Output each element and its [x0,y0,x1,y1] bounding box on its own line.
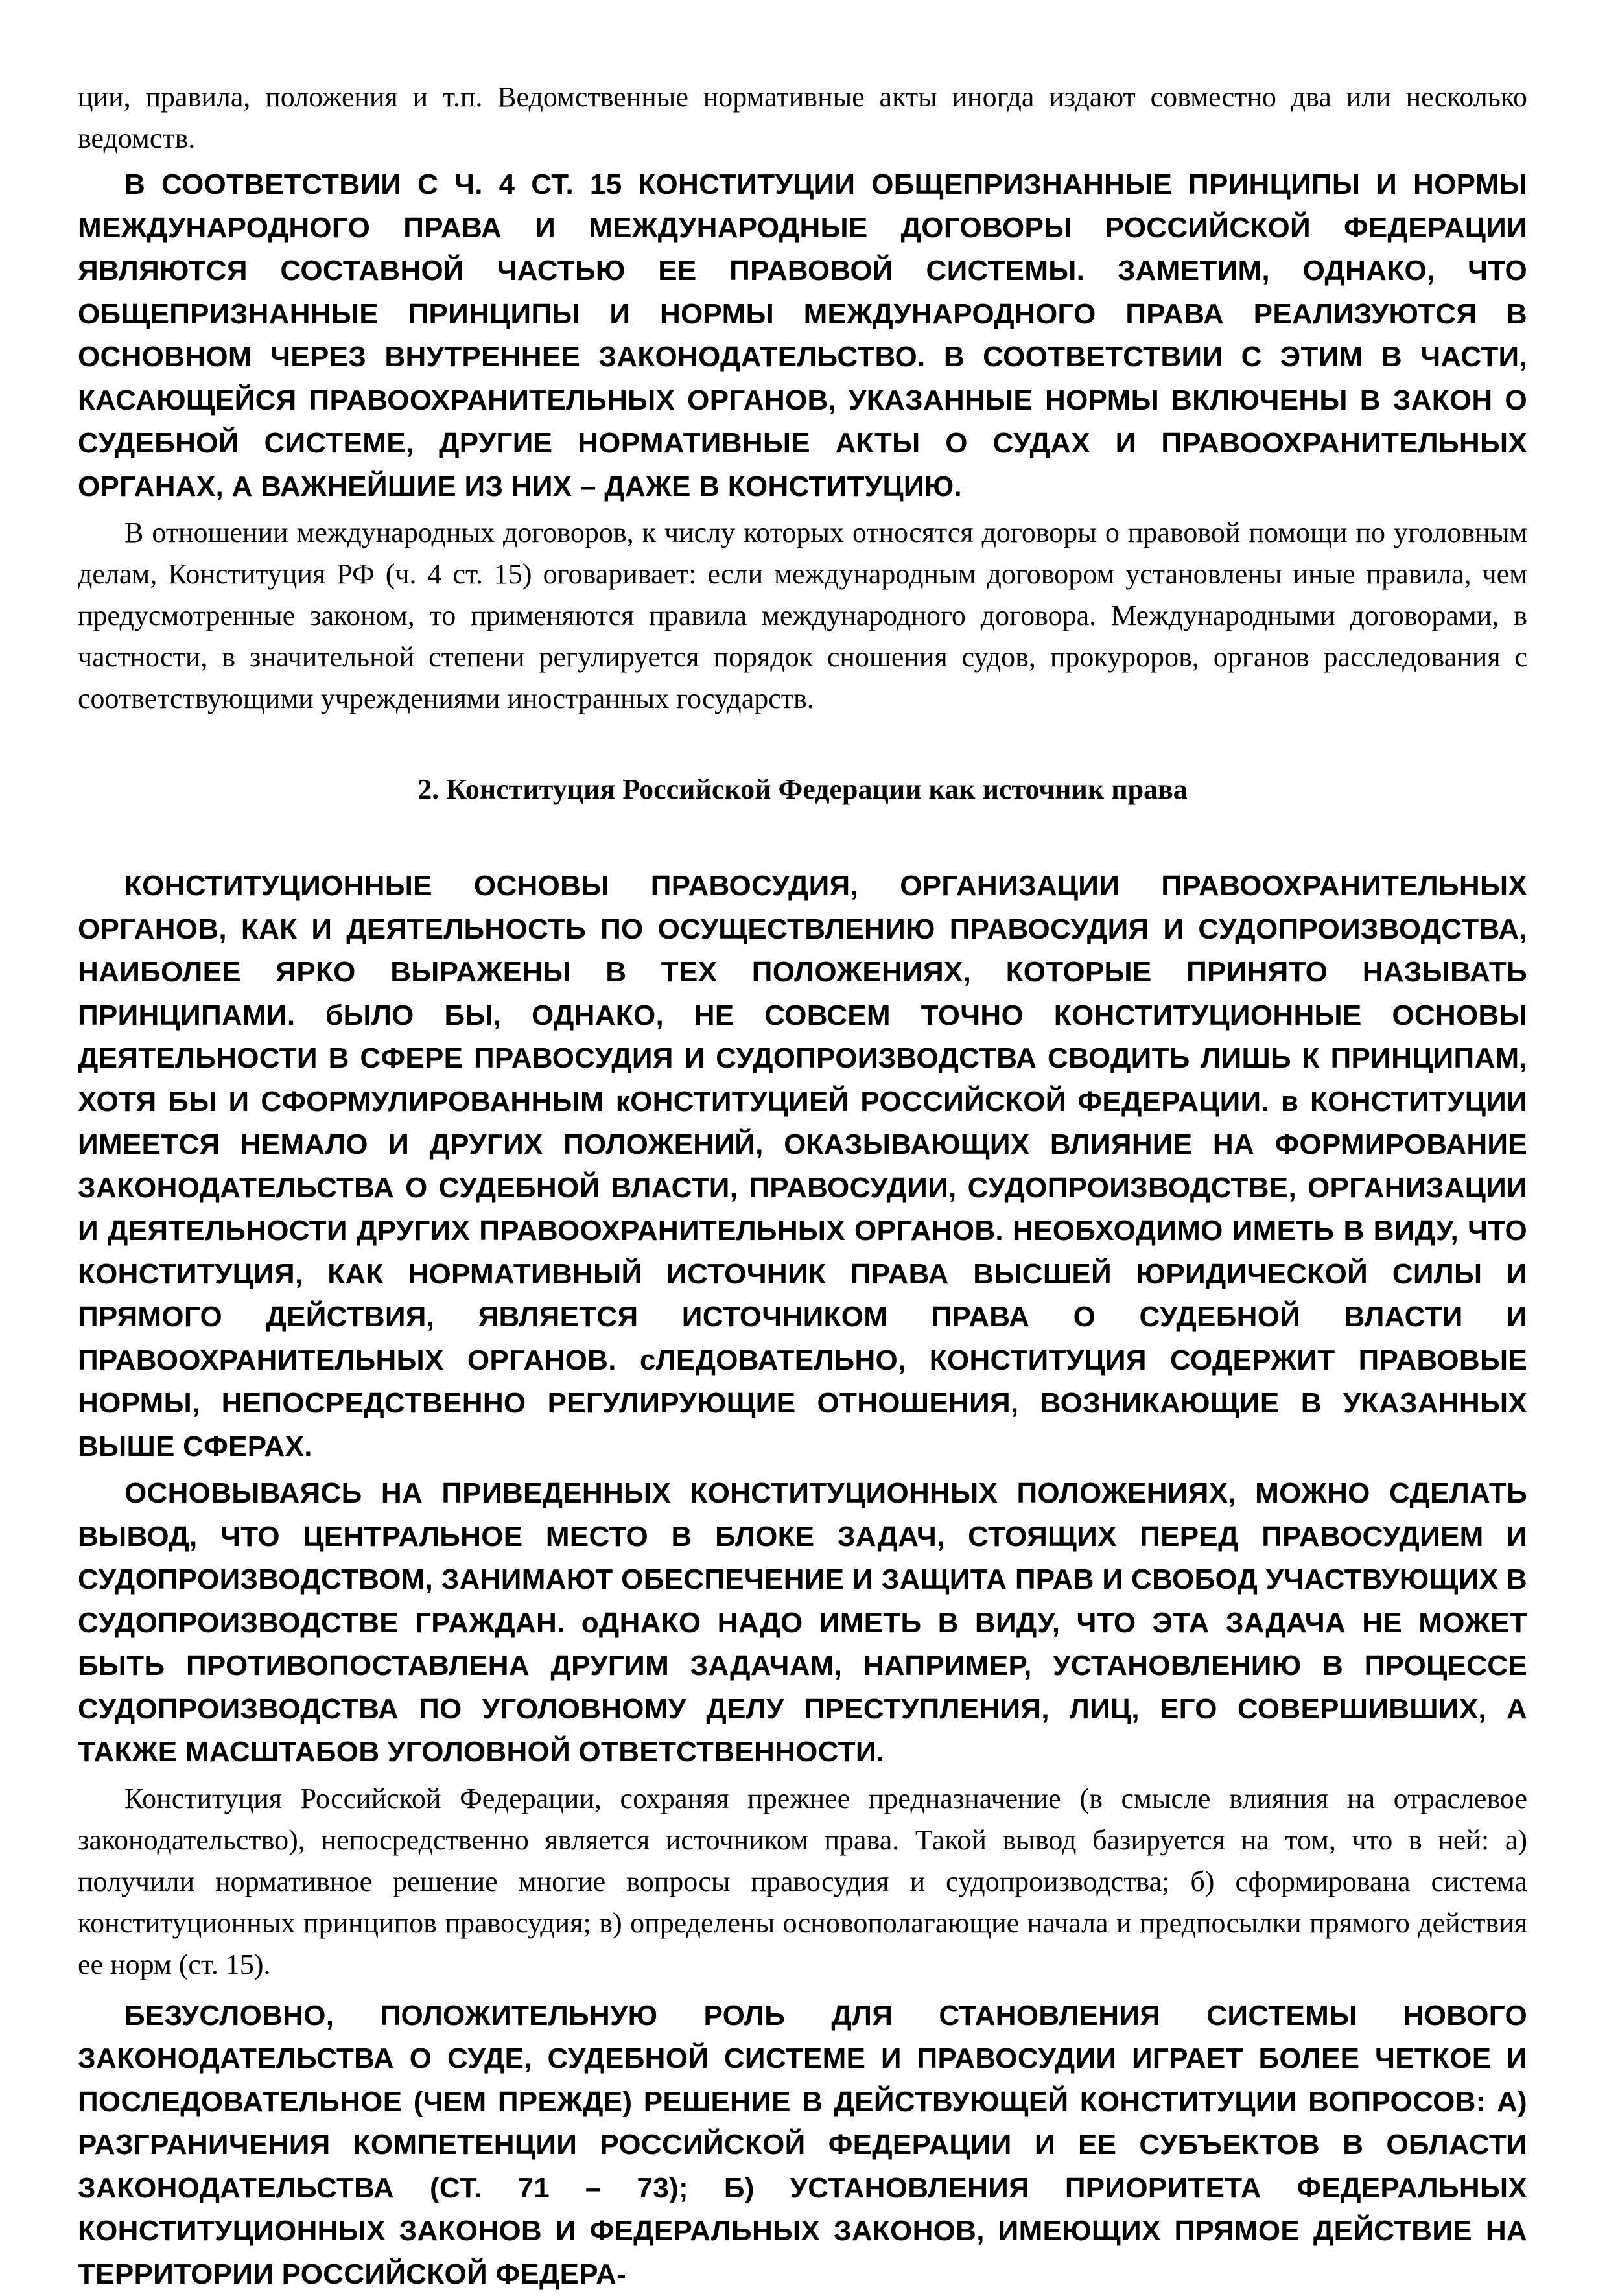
paragraph-constitution-as-source: Конституция Российской Федерации, сохраняя прежнее предназначение (в смысле влияния на отраслевое законодательство), непосредственно является источником права. Такой вывод базируется на том, что в ней: а) получили нормативное решение многие вопросы правосудия и судопроизводства; б) сформирована система конституционных принципов правосудия; в) определены основополагающие начала и предпосылки прямого действия ее норм (ст. 15). [78,1778,1527,1986]
paragraph-continuation: ции, правила, положения и т.п. Ведомственные нормативные акты иногда издают совместно два или несколько ведомств. [78,76,1527,159]
document-page [78,76,1527,2296]
paragraph-international-treaties: В отношении международных договоров, к числу которых относятся договоры о правовой помощи по уголовным делам, Конституция РФ (ч. 4 ст. 15) оговаривает: если международным договором установлены иные правила, чем предусмотренные законом, то применяются правила международного договора. Международными договорами, в частности, в значительной степени регулируется порядок сношения судов, прокуроров, органов расследования с соответствующими учреждениями иностранных государств. [78,512,1527,720]
paragraph-central-task: ОСНОВЫВАЯСЬ НА ПРИВЕДЕННЫХ КОНСТИТУЦИОННЫХ ПОЛОЖЕНИЯХ, МОЖНО СДЕЛАТЬ ВЫВОД, ЧТО ЦЕНТРАЛЬНОЕ МЕСТО В БЛОКЕ ЗАДАЧ, СТОЯЩИХ ПЕРЕД ПРАВОСУДИЕМ И СУДОПРОИЗВОДСТВОМ, ЗАНИМАЮТ ОБЕСПЕЧЕНИЕ И ЗАЩИТА ПРАВ И СВОБОД УЧАСТВУЮЩИХ В СУДОПРОИЗВОДСТВЕ ГРАЖДАН. оДНАКО НАДО ИМЕТЬ В ВИДУ, ЧТО ЭТА ЗАДАЧА НЕ МОЖЕТ БЫТЬ ПРОТИВОПОСТАВЛЕНА ДРУГИМ ЗАДАЧАМ, НАПРИМЕР, УСТАНОВЛЕНИЮ В ПРОЦЕССЕ СУДОПРОИЗВОДСТВА ПО УГОЛОВНОМУ ДЕЛУ ПРЕСТУПЛЕНИЯ, ЛИЦ, ЕГО СОВЕРШИВШИХ, А ТАКЖЕ МАСШТАБОВ УГОЛОВНОЙ ОТВЕТСТВЕННОСТИ. [78,1472,1527,1774]
paragraph-constitution-international-law: В СООТВЕТСТВИИ С Ч. 4 СТ. 15 КОНСТИТУЦИИ ОБЩЕПРИЗНАННЫЕ ПРИНЦИПЫ И НОРМЫ МЕЖДУНАРОДНОГО ПРАВА И МЕЖДУНАРОДНЫЕ ДОГОВОРЫ РОССИЙСКОЙ ФЕДЕРАЦИИ ЯВЛЯЮТСЯ СОСТАВНОЙ ЧАСТЬЮ ЕЕ ПРАВОВОЙ СИСТЕМЫ. ЗАМЕТИМ, ОДНАКО, ЧТО ОБЩЕПРИЗНАННЫЕ ПРИНЦИПЫ И НОРМЫ МЕЖДУНАРОДНОГО ПРАВА РЕАЛИЗУЮТСЯ В ОСНОВНОМ ЧЕРЕЗ ВНУТРЕННЕЕ ЗАКОНОДАТЕЛЬСТВО. В СООТВЕТСТВИИ С ЭТИМ В ЧАСТИ, КАСАЮЩЕЙСЯ ПРАВООХРАНИТЕЛЬНЫХ ОРГАНОВ, УКАЗАННЫЕ НОРМЫ ВКЛЮЧЕНЫ В ЗАКОН О СУДЕБНОЙ СИСТЕМЕ, ДРУГИЕ НОРМАТИВНЫЕ АКТЫ О СУДАХ И ПРАВООХРАНИТЕЛЬНЫХ ОРГАНАХ, А ВАЖНЕЙШИЕ ИЗ НИХ – ДАЖЕ В КОНСТИТУЦИЮ. [78,163,1527,508]
paragraph-constitutional-foundations: КОНСТИТУЦИОННЫЕ ОСНОВЫ ПРАВОСУДИЯ, ОРГАНИЗАЦИИ ПРАВООХРАНИТЕЛЬНЫХ ОРГАНОВ, КАК И ДЕЯТЕЛЬНОСТЬ ПО ОСУЩЕСТВЛЕНИЮ ПРАВОСУДИЯ И СУДОПРОИЗВОДСТВА, НАИБОЛЕЕ ЯРКО ВЫРАЖЕНЫ В ТЕХ ПОЛОЖЕНИЯХ, КОТОРЫЕ ПРИНЯТО НАЗЫВАТЬ ПРИНЦИПАМИ. бЫЛО БЫ, ОДНАКО, НЕ СОВСЕМ ТОЧНО КОНСТИТУЦИОННЫЕ ОСНОВЫ ДЕЯТЕЛЬНОСТИ В СФЕРЕ ПРАВОСУДИЯ И СУДОПРОИЗВОДСТВА СВОДИТЬ ЛИШЬ К ПРИНЦИПАМ, ХОТЯ БЫ И СФОРМУЛИРОВАННЫМ кОНСТИТУЦИЕЙ РОССИЙСКОЙ ФЕДЕРАЦИИ. в КОНСТИТУЦИИ ИМЕЕТСЯ НЕМАЛО И ДРУГИХ ПОЛОЖЕНИЙ, ОКАЗЫВАЮЩИХ ВЛИЯНИЕ НА ФОРМИРОВАНИЕ ЗАКОНОДАТЕЛЬСТВА О СУДЕБНОЙ ВЛАСТИ, ПРАВОСУДИИ, СУДОПРОИЗВОДСТВЕ, ОРГАНИЗАЦИИ И ДЕЯТЕЛЬНОСТИ ДРУГИХ ПРАВООХРАНИТЕЛЬНЫХ ОРГАНОВ. НЕОБХОДИМО ИМЕТЬ В ВИДУ, ЧТО КОНСТИТУЦИЯ, КАК НОРМАТИВНЫЙ ИСТОЧНИК ПРАВА ВЫСШЕЙ ЮРИДИЧЕСКОЙ СИЛЫ И ПРЯМОГО ДЕЙСТВИЯ, ЯВЛЯЕТСЯ ИСТОЧНИКОМ ПРАВА О СУДЕБНОЙ ВЛАСТИ И ПРАВООХРАНИТЕЛЬНЫХ ОРГАНОВ. сЛЕДОВАТЕЛЬНО, КОНСТИТУЦИЯ СОДЕРЖИТ ПРАВОВЫЕ НОРМЫ, НЕПОСРЕДСТВЕННО РЕГУЛИРУЮЩИЕ ОТНОШЕНИЯ, ВОЗНИКАЮЩИЕ В УКАЗАННЫХ ВЫШЕ СФЕРАХ. [78,865,1527,1468]
paragraph-new-legislation: БЕЗУСЛОВНО, ПОЛОЖИТЕЛЬНУЮ РОЛЬ ДЛЯ СТАНОВЛЕНИЯ СИСТЕМЫ НОВОГО ЗАКОНОДАТЕЛЬСТВА О СУДЕ, СУДЕБНОЙ СИСТЕМЕ И ПРАВОСУДИИ ИГРАЕТ БОЛЕЕ ЧЕТКОЕ И ПОСЛЕДОВАТЕЛЬНОЕ (ЧЕМ ПРЕЖДЕ) РЕШЕНИЕ В ДЕЙСТВУЮЩЕЙ КОНСТИТУЦИИ ВОПРОСОВ: А) РАЗГРАНИЧЕНИЯ КОМПЕТЕНЦИИ РОССИЙСКОЙ ФЕДЕРАЦИИ И ЕЕ СУБЪЕКТОВ В ОБЛАСТИ ЗАКОНОДАТЕЛЬСТВА (СТ. 71 – 73); Б) УСТАНОВЛЕНИЯ ПРИОРИТЕТА ФЕДЕРАЛЬНЫХ КОНСТИТУЦИОННЫХ ЗАКОНОВ И ФЕДЕРАЛЬНЫХ ЗАКОНОВ, ИМЕЮЩИХ ПРЯМОЕ ДЕЙСТВИЕ НА ТЕРРИТОРИИ РОССИЙСКОЙ ФЕДЕРА- [78,1995,1527,2296]
section-heading: 2. Конституция Российской Федерации как источник права [78,769,1527,810]
